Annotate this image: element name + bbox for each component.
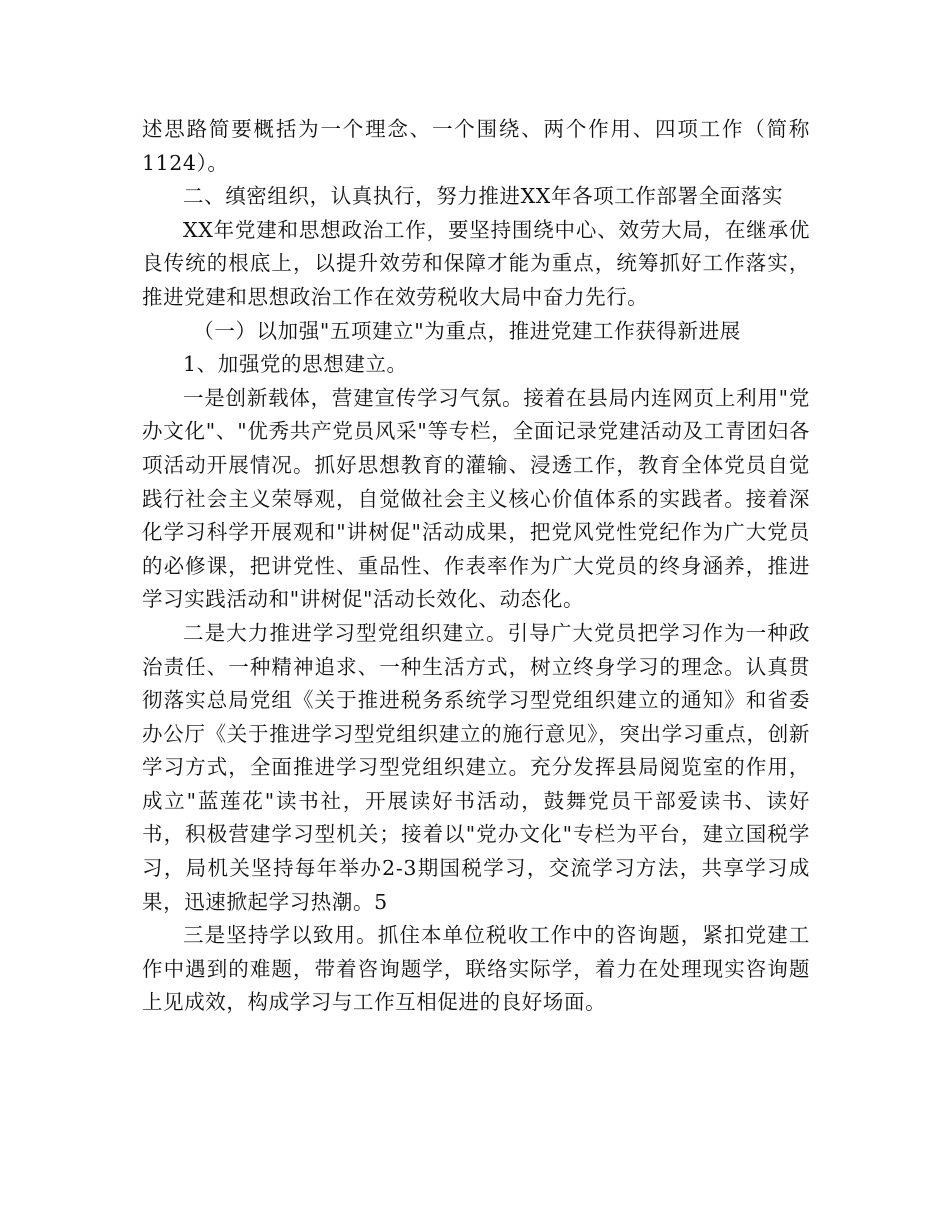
section-heading-2: 二、缜密组织，认真执行，努力推进XX年各项工作部署全面落实 xyxy=(183,184,784,209)
paragraph-point-3: 三是坚持学以致用。抓住本单位税收工作中的咨询题，紧扣党建工作中遇到的难题，带着咨询题学，联络实际学，着力在处理现实咨询题上见成效，构成学习与工作互相促进的良好场面。 xyxy=(142,923,810,1015)
item-heading-1: 1、加强党的思想建立。 xyxy=(183,352,408,377)
subsection-heading-1: （一）以加强"五项建立"为重点，推进党建工作获得新进展 xyxy=(193,318,741,343)
document-body xyxy=(142,113,810,1020)
paragraph-intro: XX年党建和思想政治工作，要坚持围绕中心、效劳大局，在继承优良传统的根底上，以提升效劳和保障才能为重点，统筹抓好工作落实，推进党建和思想政治工作在效劳税收大局中奋力先行。 xyxy=(142,217,810,309)
paragraph-continuation: 述思路简要概括为一个理念、一个围绕、两个作用、四项工作（简称1124）。 xyxy=(142,117,810,175)
paragraph-point-1: 一是创新载体，营建宣传学习气氛。接着在县局内连网页上利用"党办文化"、"优秀共产党员风采"等专栏，全面记录党建活动及工青团妇各项活动开展情况。抓好思想教育的灌输、浸透工作，教育全体党员自觉践行社会主义荣辱观，自觉做社会主义核心价值体系的实践者。接着深化学习科学开展观和"讲树促"活动成果，把党风党性党纪作为广大党员的必修课，把讲党性、重品性、作表率作为广大党员的终身涵养，推进学习实践活动和"讲树促"活动长效化、动态化。 xyxy=(142,385,810,612)
paragraph-point-2: 二是大力推进学习型党组织建立。引导广大党员把学习作为一种政治责任、一种精神追求、一种生活方式，树立终身学习的理念。认真贯彻落实总局党组《关于推进税务系统学习型党组织建立的通知》和省委办公厅《关于推进学习型党组织建立的施行意见》，突出学习重点，创新学习方式，全面推进学习型党组织建立。充分发挥县局阅览室的作用，成立"蓝莲花"读书社，开展读好书活动，鼓舞党员干部爱读书、读好书，积极营建学习型机关；接着以"党办文化"专栏为平台，建立国税学习，局机关坚持每年举办2-3期国税学习，交流学习方法，共享学习成果，迅速掀起学习热潮。5 xyxy=(142,620,810,914)
